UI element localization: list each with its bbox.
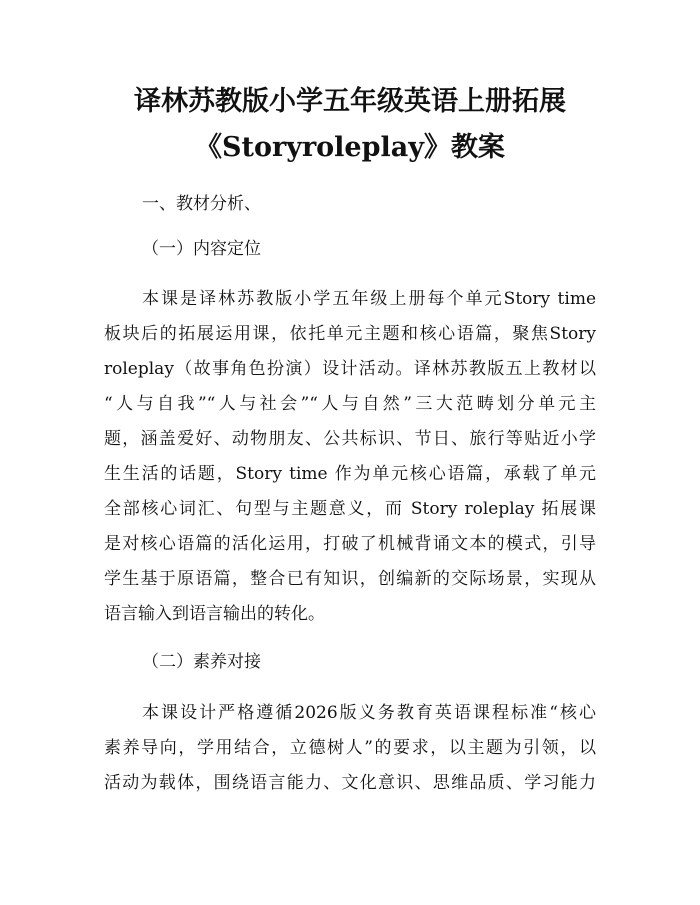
subsection-heading-2: （二）素养对接: [142, 652, 261, 672]
paragraph-1-line: “人与自我”“人与社会”“人与自然”三大范畴划分单元主: [104, 394, 596, 414]
document-title-line-2: 《Storyroleplay》教案: [195, 132, 505, 163]
paragraph-1-line: 全部核心词汇、句型与主题意义，而 Story roleplay 拓展课: [104, 499, 596, 519]
paragraph-2-line: 本课设计严格遵循2026版义务教育英语课程标准“核心: [142, 703, 596, 723]
paragraph-1-line: 板块后的拓展运用课，依托单元主题和核心语篇，聚焦Story: [104, 324, 596, 344]
paragraph-1-line: 生生活的话题，Story time 作为单元核心语篇，承载了单元: [104, 464, 596, 484]
paragraph-2-line: 活动为载体，围绕语言能力、文化意识、思维品质、学习能力: [104, 773, 596, 793]
paragraph-1-line: 语言输入到语言输出的转化。: [104, 604, 325, 624]
subsection-heading-1: （一）内容定位: [142, 239, 261, 259]
document-title-line-1: 译林苏教版小学五年级英语上册拓展: [134, 86, 566, 117]
paragraph-1-line: 题，涵盖爱好、动物朋友、公共标识、节日、旅行等贴近小学: [104, 429, 596, 449]
paragraph-2-line: 素养导向，学用结合，立德树人”的要求，以主题为引领，以: [104, 738, 596, 758]
paragraph-1-line: 是对核心语篇的活化运用，打破了机械背诵文本的模式，引导: [104, 534, 596, 554]
paragraph-1-line: 本课是译林苏教版小学五年级上册每个单元Story time: [142, 289, 596, 309]
paragraph-1-line: roleplay（故事角色扮演）设计活动。译林苏教版五上教材以: [104, 359, 596, 379]
paragraph-1-line: 学生基于原语篇，整合已有知识，创编新的交际场景，实现从: [104, 569, 596, 589]
section-heading-1: 一、教材分析、: [142, 194, 261, 214]
